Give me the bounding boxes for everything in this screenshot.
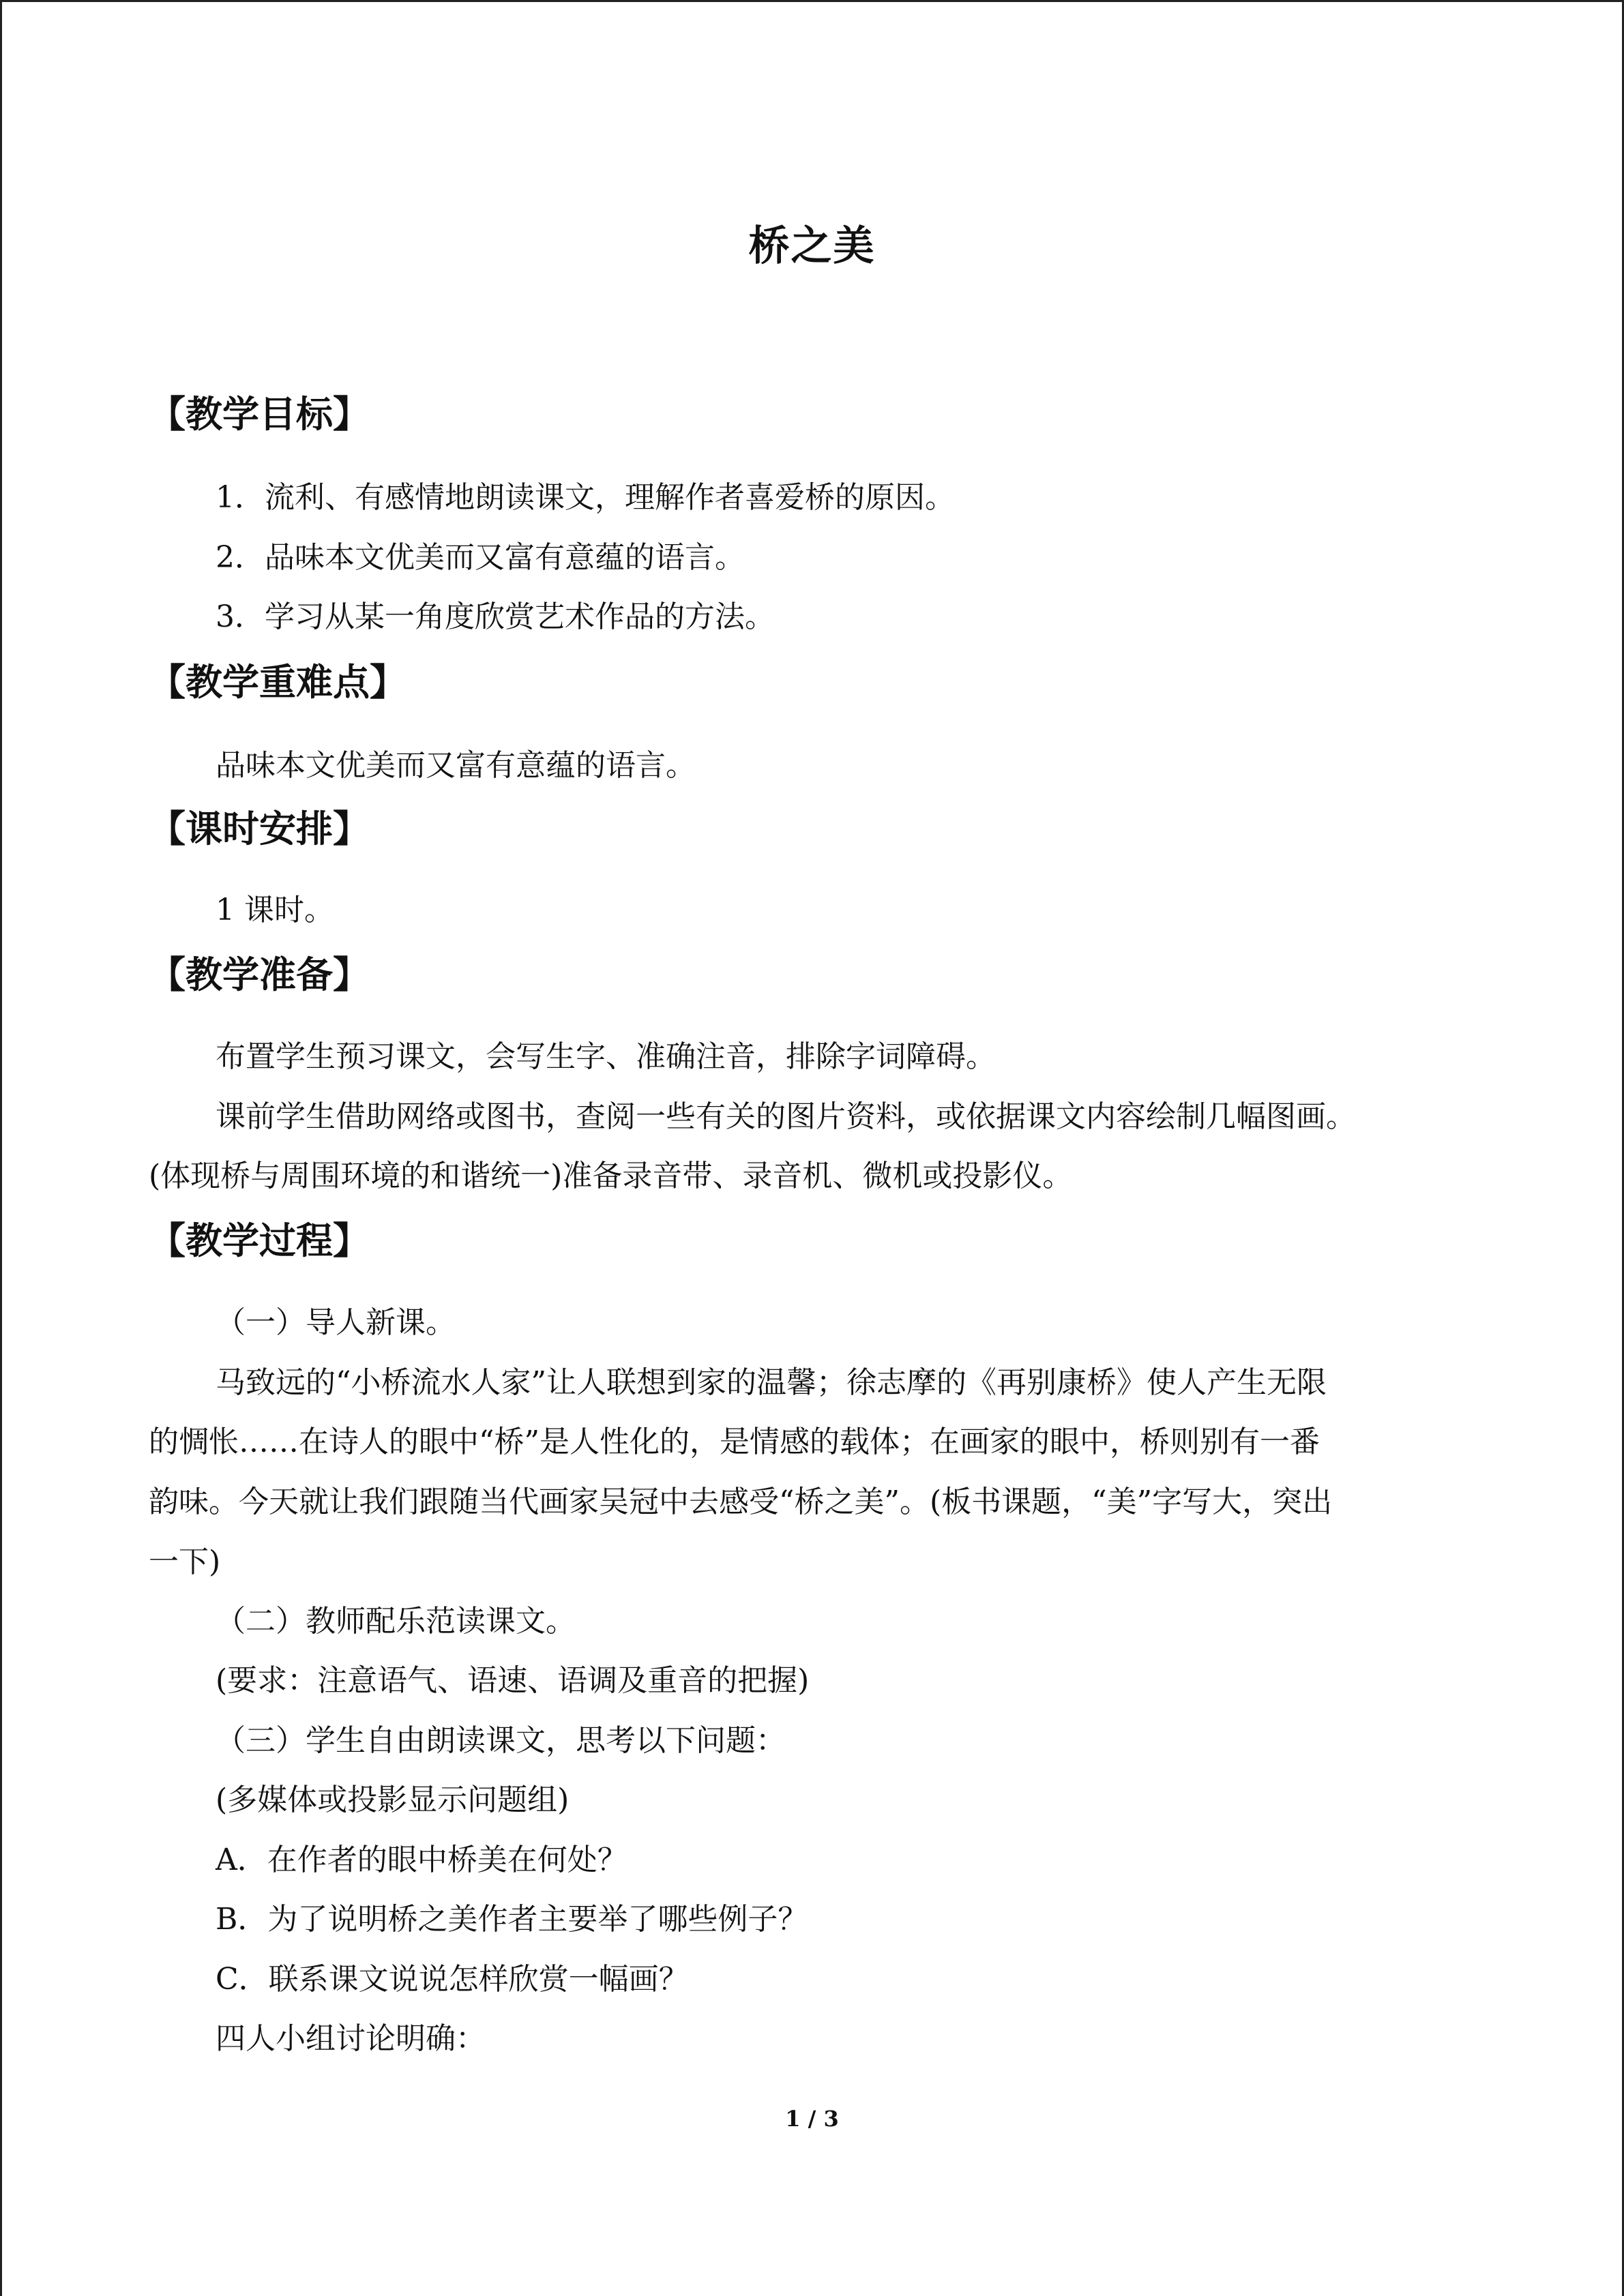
process-line: A．在作者的眼中桥美在何处？ <box>216 1843 628 1877</box>
page-title: 桥之美 <box>748 222 876 270</box>
process-line: 一下) <box>149 1545 221 1579</box>
process-line: （三）学生自由朗读课文，思考以下问题： <box>216 1723 786 1758</box>
process-line: B．为了说明桥之美作者主要举了哪些例子？ <box>216 1902 808 1937</box>
process-line: 四人小组讨论明确： <box>216 2021 486 2056</box>
process-line: C．联系课文说说怎样欣赏一幅画？ <box>216 1962 689 1997</box>
process-line: （一）导人新课。 <box>216 1305 456 1340</box>
preparation-line: 布置学生预习课文，会写生字、准确注音，排除字词障碍。 <box>216 1039 996 1074</box>
section-heading-process: 【教学过程】 <box>149 1219 370 1262</box>
section-heading-key-points: 【教学重难点】 <box>149 661 407 704</box>
preparation-line: (体现桥与周围环境的和谐统一)准备录音带、录音机、微机或投影仪。 <box>149 1159 1073 1193</box>
section-heading-preparation: 【教学准备】 <box>149 953 370 996</box>
goal-item: 2．品味本文优美而又富有意蕴的语言。 <box>216 540 745 575</box>
key-points-text: 品味本文优美而又富有意蕴的语言。 <box>216 748 696 783</box>
process-line: (要求：注意语气、语速、语调及重音的把握) <box>216 1663 810 1698</box>
process-line: 韵味。今天就让我们跟随当代画家吴冠中去感受“桥之美”。(板书课题，“美”字写大，突出 <box>149 1485 1333 1519</box>
section-heading-goals: 【教学目标】 <box>149 393 370 436</box>
process-line: （二）教师配乐范读课文。 <box>216 1604 576 1639</box>
process-line: 的惆怅……在诗人的眼中“桥”是人性化的，是情感的载体；在画家的眼中，桥则别有一番 <box>149 1425 1320 1459</box>
section-heading-schedule: 【课时安排】 <box>149 807 370 850</box>
page-number: 1 / 3 <box>785 2106 839 2132</box>
preparation-line: 课前学生借助网络或图书，查阅一些有关的图片资料，或依据课文内容绘制几幅图画。 <box>216 1099 1356 1134</box>
schedule-text: 1 课时。 <box>216 893 334 927</box>
process-line: 马致远的“小桥流水人家”让人联想到家的温馨；徐志摩的《再别康桥》使人产生无限 <box>216 1365 1327 1400</box>
goal-item: 1．流利、有感情地朗读课文，理解作者喜爱桥的原因。 <box>216 480 955 515</box>
goal-item: 3．学习从某一角度欣赏艺术作品的方法。 <box>216 599 775 634</box>
process-line: (多媒体或投影显示问题组) <box>216 1783 570 1817</box>
